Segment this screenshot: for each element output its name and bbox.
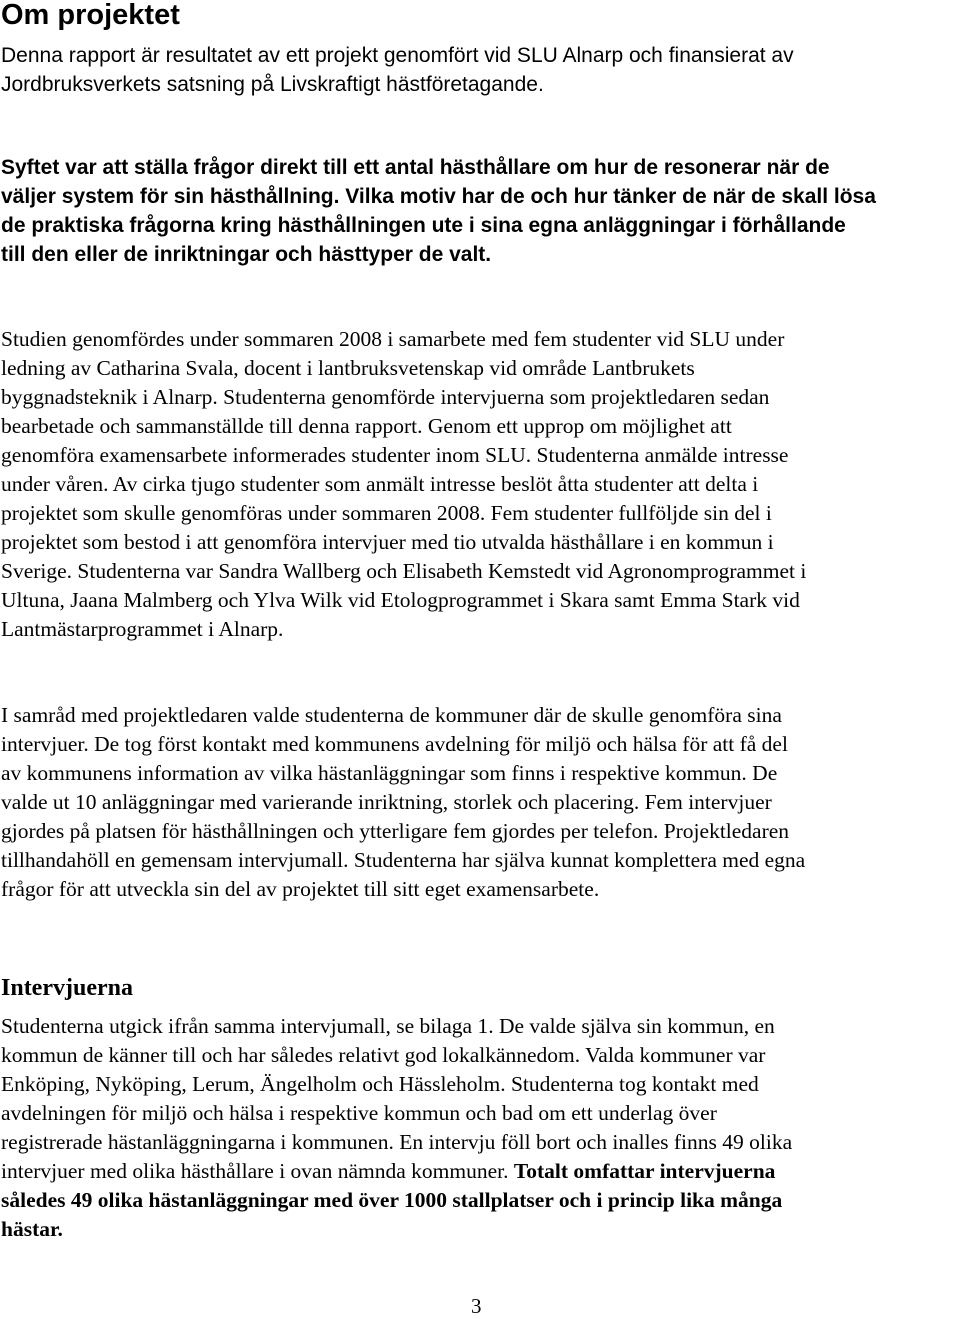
text-line: Sverige. Studenterna var Sandra Wallberg och Elisabeth Kemstedt vid Agronomprogrammet i	[1, 559, 807, 583]
text-line: under våren. Av cirka tjugo studenter som anmält intresse beslöt åtta studenter att delta i	[1, 472, 759, 496]
text-line: tillhandahöll en gemensam intervjumall. Studenterna har själva kunnat komplettera med egna	[1, 848, 806, 872]
text-line: byggnadsteknik i Alnarp. Studenterna genomförde intervjuerna som projektledaren sedan	[1, 385, 770, 409]
text-line: Ultuna, Jaana Malmberg och Ylva Wilk vid Etologprogrammet i Skara samt Emma Stark vid	[1, 588, 800, 612]
text-line: valde ut 10 anläggningar med varierande inriktning, storlek och placering. Fem intervjuer	[1, 790, 772, 814]
text-line: I samråd med projektledaren valde studenterna de kommuner där de skulle genomföra sina	[1, 703, 782, 727]
page-number: 3	[471, 1294, 482, 1318]
text-line: av kommunens information av vilka hästanläggningar som finns i respektive kommun. De	[1, 761, 778, 785]
bold-text-line: således 49 olika hästanläggningar med över 1000 stallplatser och i princip lika många	[1, 1188, 783, 1212]
text-line: ledning av Catharina Svala, docent i lantbruksvetenskap vid område Lantbrukets	[1, 356, 695, 380]
page-title: Om projektet	[1, 0, 180, 31]
text-line: Enköping, Nyköping, Lerum, Ängelholm och Hässleholm. Studenterna tog kontakt med	[1, 1072, 759, 1096]
text-line: frågor för att utveckla sin del av projektet till sitt eget examensarbete.	[1, 877, 600, 901]
text-line: väljer system för sin hästhållning. Vilka motiv har de och hur tänker de när de skall lösa	[1, 185, 876, 208]
text-line: Lantmästarprogrammet i Alnarp.	[1, 617, 284, 641]
interviews-paragraph	[1, 1012, 959, 1244]
text-line: genomföra examensarbete informerades studenter inom SLU. Studenterna anmälde intresse	[1, 443, 789, 467]
bold-text-run: Totalt omfattar intervjuerna	[513, 1159, 776, 1183]
text-line: Jordbruksverkets satsning på Livskraftigt hästföretagande.	[1, 73, 544, 96]
text-line: registrerade hästanläggningarna i kommunen. En intervju föll bort och inalles finns 49 olika	[1, 1130, 793, 1154]
text-line	[1, 1157, 959, 1186]
text-line: Studenterna utgick ifrån samma intervjumall, se bilaga 1. De valde själva sin kommun, en	[1, 1014, 775, 1038]
text-line: gjordes på platsen för hästhållningen och ytterligare fem gjordes per telefon. Projektledaren	[1, 819, 790, 843]
text-line: intervjuer. De tog först kontakt med kommunens avdelning för miljö och hälsa för att få del	[1, 732, 788, 756]
text-line: avdelningen för miljö och hälsa i respektive kommun och bad om ett underlag över	[1, 1101, 717, 1125]
text-line: de praktiska frågorna kring hästhållningen ute i sina egna anläggningar i förhållande	[1, 214, 846, 237]
study-paragraph	[1, 325, 959, 644]
text-line: Syftet var att ställa frågor direkt till ett antal hästhållare om hur de resonerar när de	[1, 156, 830, 179]
consultation-paragraph	[1, 701, 959, 904]
intro-paragraph	[1, 41, 959, 99]
purpose-paragraph	[1, 153, 959, 269]
text-line: kommun de känner till och har således relativt god lokalkännedom. Valda kommuner var	[1, 1043, 766, 1067]
text-run: intervjuer med olika hästhållare i ovan nämnda kommuner.	[1, 1159, 514, 1183]
text-line: bearbetade och sammanställde till denna rapport. Genom ett upprop om möjlighet att	[1, 414, 732, 438]
text-line: projektet som skulle genomföras under sommaren 2008. Fem studenter fullföljde sin del i	[1, 501, 772, 525]
section-heading-interviews: Intervjuerna	[1, 975, 133, 1001]
text-line: Denna rapport är resultatet av ett projekt genomfört vid SLU Alnarp och finansierat av	[1, 44, 794, 67]
text-line: till den eller de inriktningar och hästtyper de valt.	[1, 243, 492, 266]
text-line: projektet som bestod i att genomföra intervjuer med tio utvalda hästhållare i en kommun i	[1, 530, 774, 554]
bold-text-line: hästar.	[1, 1217, 63, 1241]
text-line: Studien genomfördes under sommaren 2008 i samarbete med fem studenter vid SLU under	[1, 327, 785, 351]
